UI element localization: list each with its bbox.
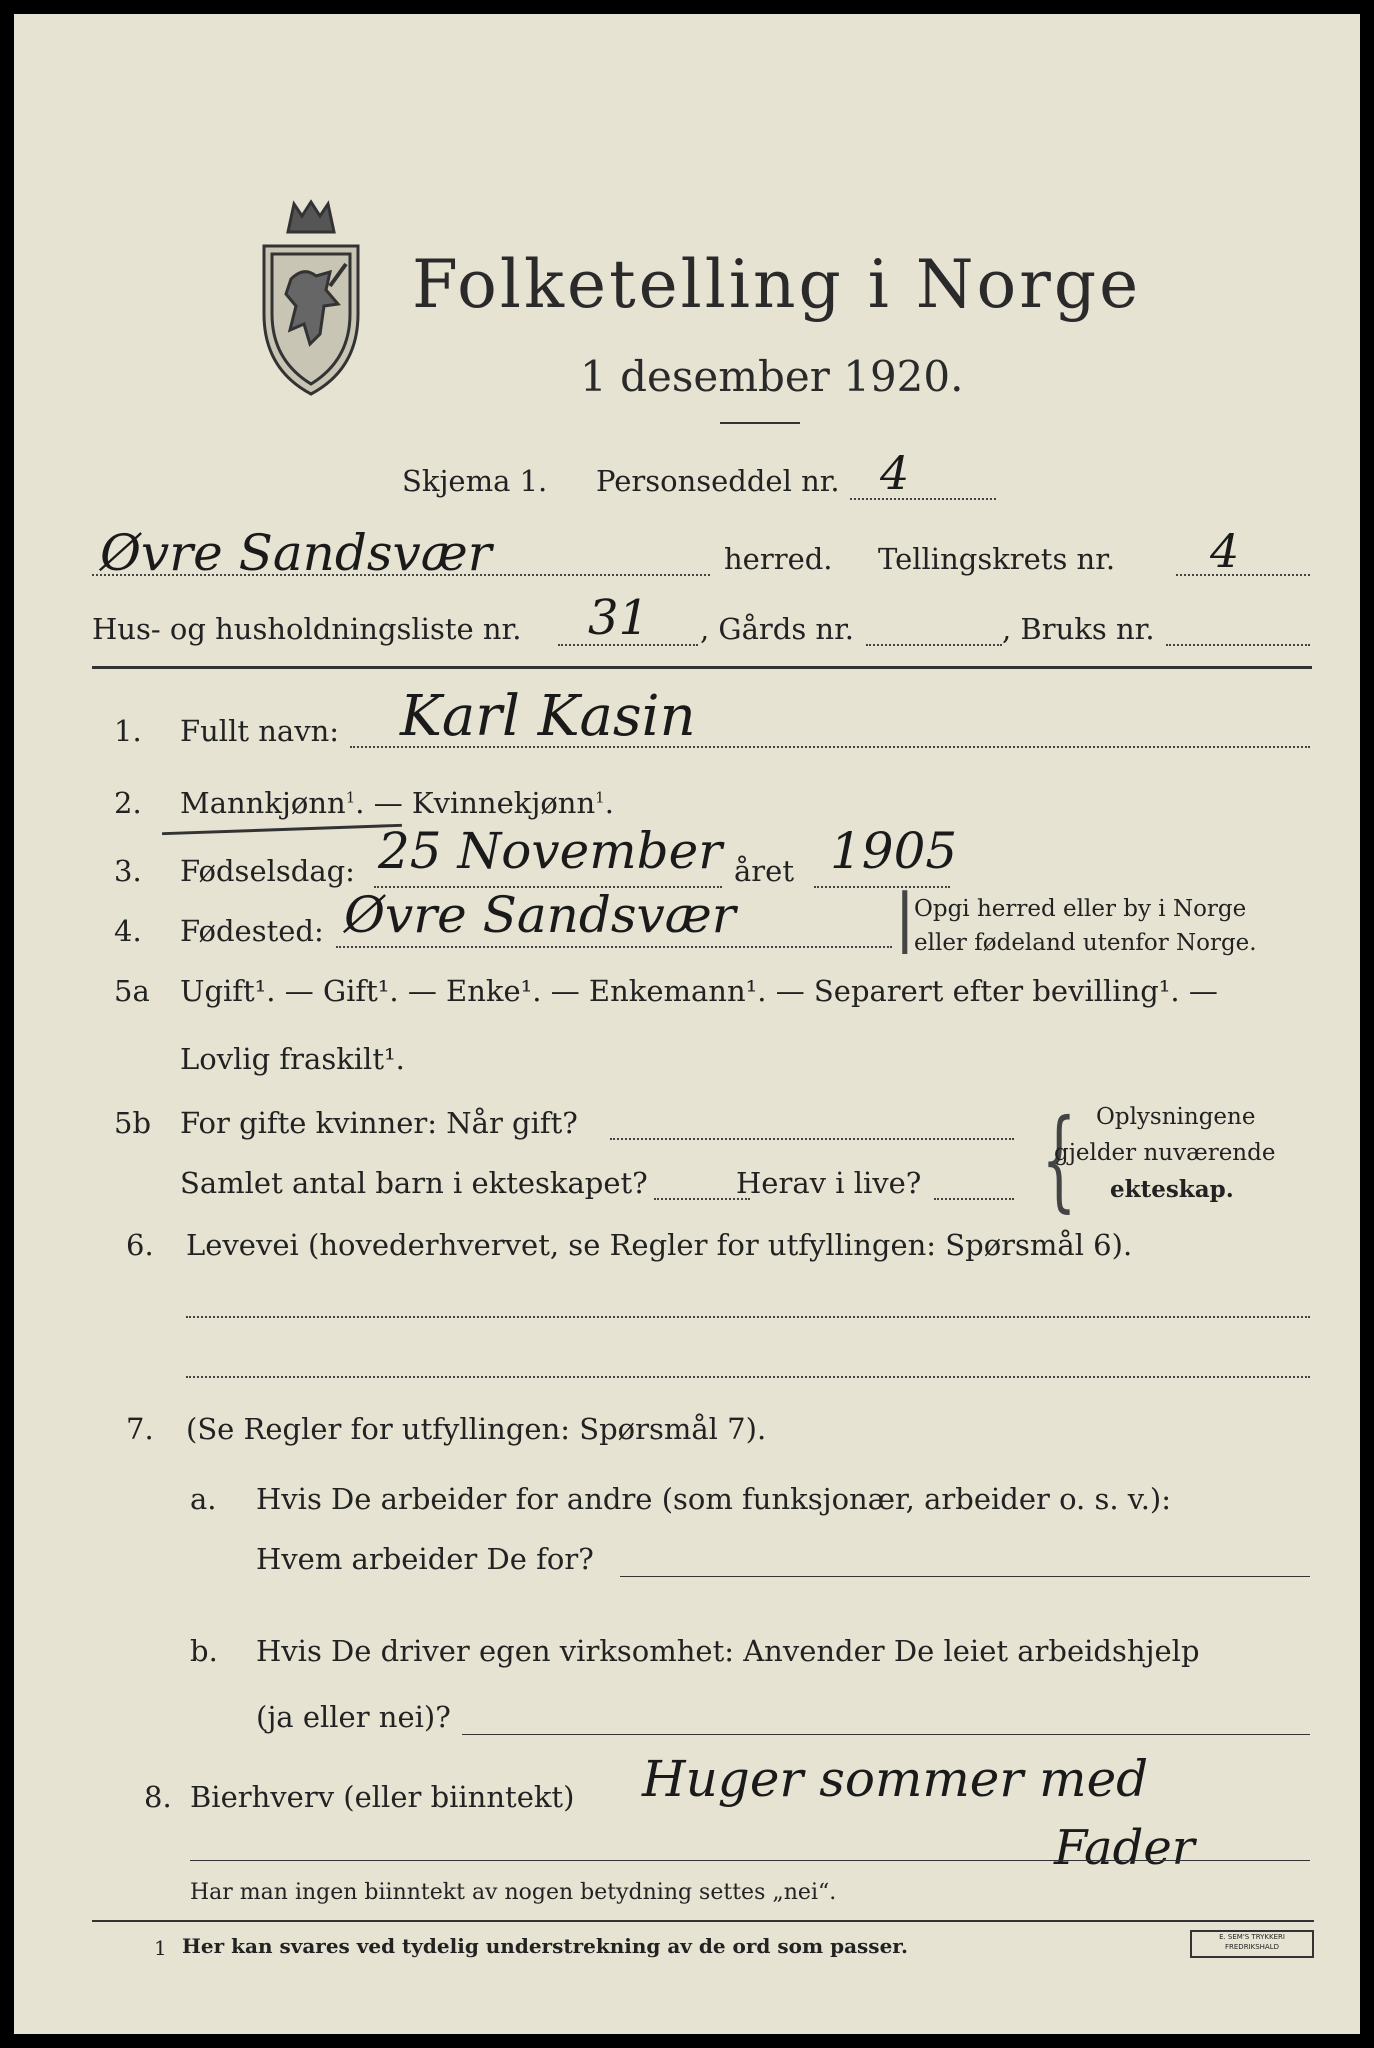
q1-number: 1. bbox=[114, 714, 142, 748]
page-subtitle: 1 desember 1920. bbox=[580, 352, 964, 401]
q8-note: Har man ingen biinntekt av nogen betydning settes „nei“. bbox=[190, 1880, 837, 1905]
norway-coat-of-arms-icon bbox=[246, 194, 376, 404]
q5a-status-options: Ugift¹. — Gift¹. — Enke¹. — Enkemann¹. — Separert efter bevilling¹. — bbox=[180, 974, 1218, 1008]
q3-birthdate-value: 25 November bbox=[378, 822, 723, 880]
q7b-answer-label: (ja eller nei)? bbox=[256, 1700, 451, 1734]
q1-full-name-value: Karl Kasin bbox=[400, 684, 696, 749]
hus-label: Hus- og husholdningsliste nr. bbox=[92, 612, 522, 646]
footnote-separator bbox=[92, 1920, 1314, 1922]
q5b-when-married-line bbox=[610, 1138, 1014, 1140]
q8-number: 8. bbox=[144, 1780, 172, 1814]
q2-number: 2. bbox=[114, 786, 142, 820]
gaards-line bbox=[866, 644, 1002, 646]
q7a-employer-label: Hvem arbeider De for? bbox=[256, 1542, 594, 1576]
q4-line bbox=[336, 946, 892, 948]
q8-label: Bierhverv (eller biinntekt) bbox=[190, 1780, 575, 1814]
q7a-employer-line bbox=[620, 1576, 1310, 1577]
header-separator bbox=[92, 666, 1312, 669]
personseddel-value: 4 bbox=[880, 446, 910, 500]
q6-number: 6. bbox=[126, 1228, 154, 1262]
q4-note-line2: eller fødeland utenfor Norge. bbox=[914, 930, 1257, 956]
q5b-number: 5b bbox=[114, 1106, 152, 1140]
q5b-note-line1: Oplysningene bbox=[1096, 1104, 1256, 1130]
personseddel-line bbox=[850, 498, 996, 500]
q8-side-income-value-cont: Fader bbox=[1054, 1820, 1195, 1876]
q4-note-line1: Opgi herred eller by i Norge bbox=[914, 896, 1247, 922]
q5a-status-options-cont: Lovlig fraskilt¹. bbox=[180, 1042, 405, 1076]
bruks-line bbox=[1166, 644, 1310, 646]
q5b-alive-line bbox=[934, 1198, 1014, 1200]
q4-note-brace: | bbox=[894, 881, 916, 955]
q4-label: Fødested: bbox=[180, 914, 324, 948]
q5b-note-line2: gjelder nuværende bbox=[1054, 1140, 1276, 1166]
tellingskrets-value: 4 bbox=[1210, 524, 1240, 578]
q5b-children-label: Samlet antal barn i ekteskapet? bbox=[180, 1166, 648, 1200]
q8-line bbox=[190, 1860, 1310, 1861]
hus-value: 31 bbox=[588, 590, 650, 646]
bruks-label: , Bruks nr. bbox=[1002, 612, 1155, 646]
printer-stamp: E. SEM'S TRYKKERI FREDRIKSHALD bbox=[1190, 1930, 1314, 1958]
q5b-alive-label: Herav i live? bbox=[736, 1166, 922, 1200]
herred-value: Øvre Sandsvær bbox=[100, 524, 492, 582]
q2-separator: . — bbox=[355, 786, 412, 820]
personseddel-label: Personseddel nr. bbox=[596, 464, 840, 498]
tellingskrets-label: Tellingskrets nr. bbox=[878, 542, 1116, 576]
q7a-letter: a. bbox=[190, 1482, 217, 1516]
q5b-note-brace: { bbox=[1041, 1095, 1077, 1223]
q2-underline-mark bbox=[162, 824, 402, 835]
herred-line bbox=[92, 574, 710, 576]
page-title: Folketelling i Norge bbox=[412, 246, 1142, 323]
footnote-marker: 1 bbox=[154, 1936, 167, 1960]
q4-birthplace-value: Øvre Sandsvær bbox=[344, 886, 736, 944]
census-form-page bbox=[14, 14, 1360, 2034]
q7b-answer-line bbox=[462, 1734, 1310, 1735]
q3-year-line bbox=[814, 886, 950, 888]
q4-number: 4. bbox=[114, 914, 142, 948]
q5a-number: 5a bbox=[114, 974, 150, 1008]
title-divider bbox=[720, 422, 800, 424]
gaards-label: , Gårds nr. bbox=[700, 612, 854, 646]
q3-label: Fødselsdag: bbox=[180, 854, 355, 888]
tellingskrets-line bbox=[1176, 574, 1310, 576]
q3-year-value: 1905 bbox=[830, 822, 958, 880]
q7a-question: Hvis De arbeider for andre (som funksjonær, arbeider o. s. v.): bbox=[256, 1482, 1172, 1516]
q5b-note-line3: ekteskap. bbox=[1110, 1176, 1234, 1203]
q6-line1 bbox=[186, 1316, 1310, 1318]
q7b-question: Hvis De driver egen virksomhet: Anvender De leiet arbeidshjelp bbox=[256, 1634, 1200, 1668]
q2-end: . bbox=[604, 786, 614, 820]
herred-label: herred. bbox=[724, 542, 833, 576]
q3-aaret-label: året bbox=[734, 854, 794, 888]
q7-number: 7. bbox=[126, 1412, 154, 1446]
q5b-when-married-label: For gifte kvinner: Når gift? bbox=[180, 1106, 578, 1140]
q7b-letter: b. bbox=[190, 1634, 218, 1668]
q2-male-option: Mannkjønn bbox=[180, 786, 346, 820]
q8-side-income-value: Huger sommer med bbox=[642, 1750, 1149, 1808]
footnote-text: Her kan svares ved tydelig understrekning av de ord som passer. bbox=[182, 1934, 908, 1958]
q7-label: (Se Regler for utfyllingen: Spørsmål 7). bbox=[186, 1412, 767, 1446]
q6-label: Levevei (hovederhvervet, se Regler for utfyllingen: Spørsmål 6). bbox=[186, 1228, 1133, 1262]
q2-options: Mannkjønn$^1$. — Kvinnekjønn$^1$. bbox=[180, 786, 614, 820]
skjema-label: Skjema 1. bbox=[402, 464, 548, 498]
q3-number: 3. bbox=[114, 854, 142, 888]
q2-female-option: Kvinnekjønn bbox=[411, 786, 596, 820]
q1-label: Fullt navn: bbox=[180, 714, 340, 748]
q6-line2 bbox=[186, 1376, 1310, 1378]
